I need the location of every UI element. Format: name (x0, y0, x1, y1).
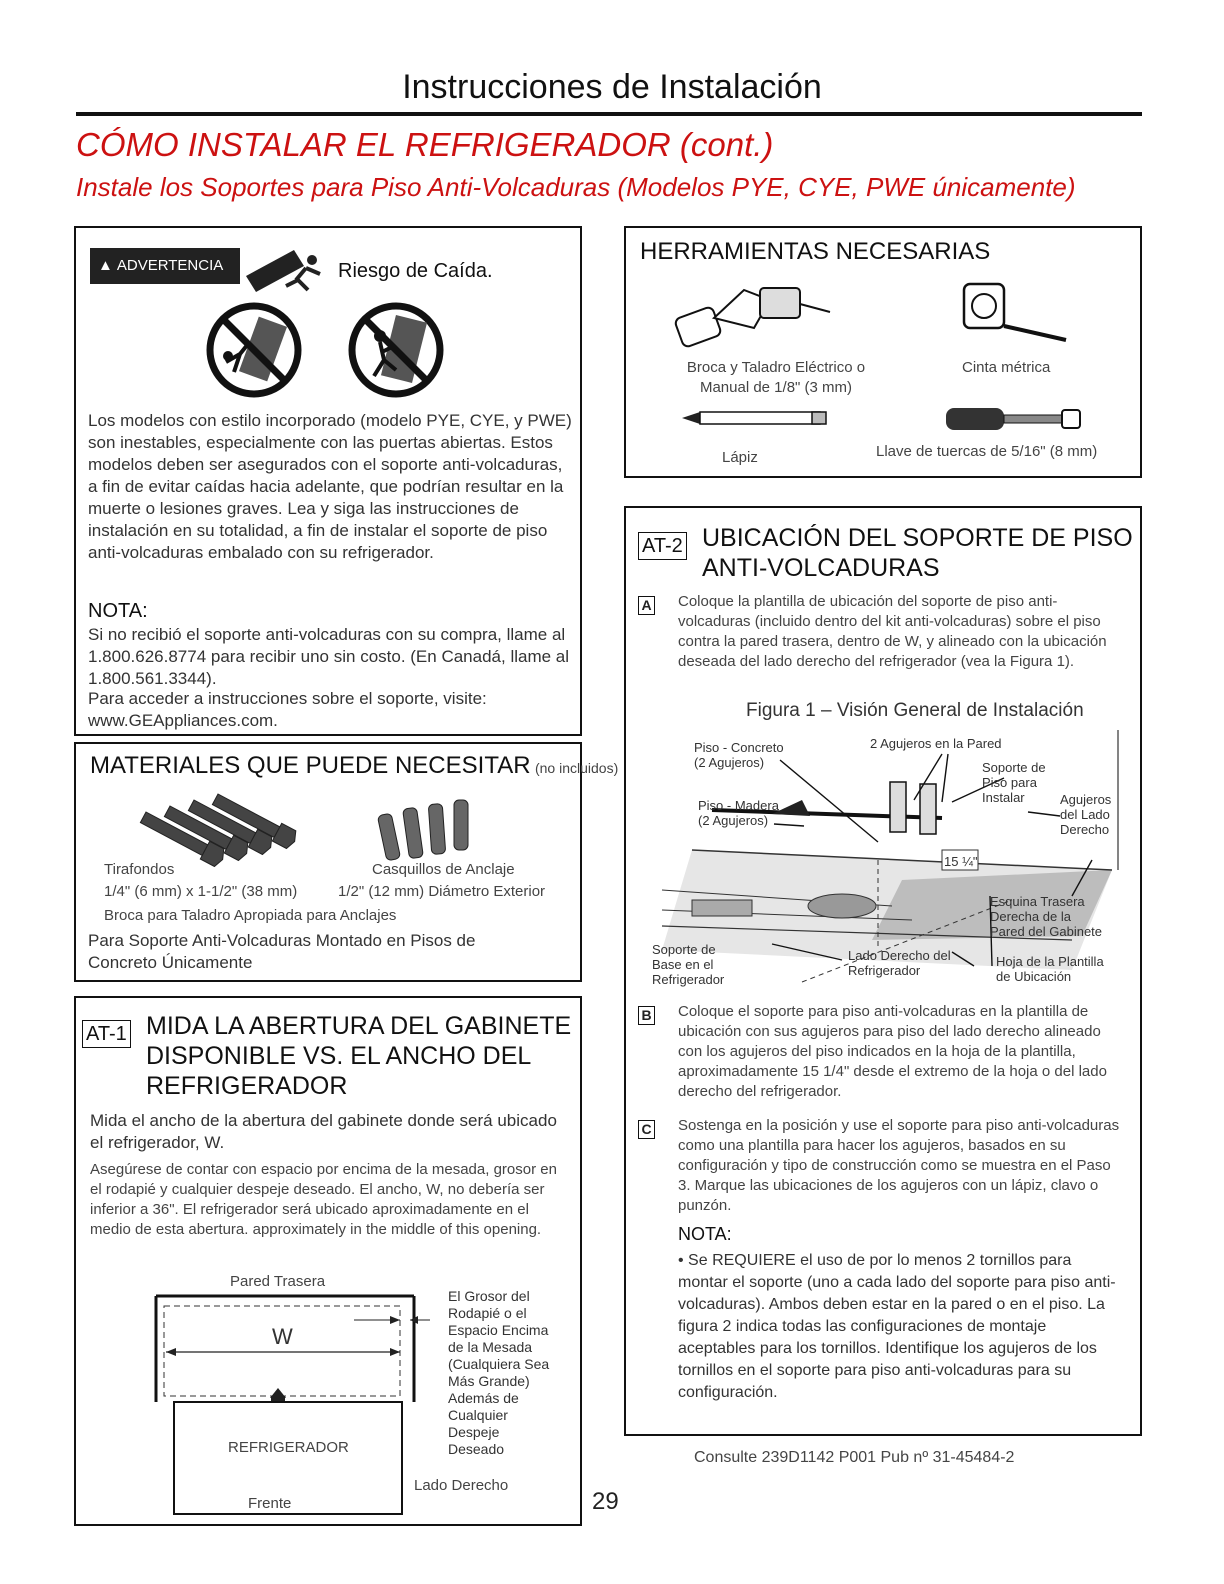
tool-tape-label: Cinta métrica (962, 359, 1051, 376)
section-title: CÓMO INSTALAR EL REFRIGERADOR (cont.) (76, 126, 774, 163)
fig-template-sheet: Hoja de la Plantilla de Ubicación (996, 954, 1104, 984)
cabinet-opening-diagram (154, 1292, 454, 1522)
material-sleeves-name: Casquillos de Anclaje (372, 861, 515, 878)
at2-box (624, 506, 1142, 1436)
reference-number: Consulte 239D1142 P001 Pub nº 31-45484-2 (694, 1449, 1015, 1466)
fig-floor-concrete: Piso - Concreto (2 Agujeros) (694, 740, 784, 770)
diagram-fridge-label: REFRIGERADOR (228, 1439, 349, 1456)
diagram-back-wall: Pared Trasera (230, 1273, 326, 1290)
at1-badge: AT-1 (82, 1020, 131, 1048)
at2-note-body: • Se REQUIERE el uso de por lo menos 2 tornillos para montar el soporte (uno a cada lado del soporte para piso anti-volcaduras). Ambos deben estar en la pared o en el piso. La figura 2 indica todas las configuraciones de montaje aceptables para los tornillos. Identifique los agujeros de los tornillos en el soporte para piso anti-volcaduras para su configuración. (678, 1252, 1116, 1401)
warning-box (74, 226, 582, 736)
fig-bracket: Soporte de Piso para Instalar (982, 760, 1046, 805)
at2-title-line1: UBICACIÓN DEL SOPORTE DE PISO (702, 524, 1133, 552)
tools-box (624, 226, 1142, 478)
tool-drill-label: Broca y Taladro Eléctrico o Manual de 1/8" (3 mm) (686, 359, 866, 396)
fig-dimension: 15 ¼" (944, 854, 978, 869)
at1-title-line3: REFRIGERADOR (146, 1072, 348, 1100)
fig-base-bracket: Soporte de Base en el Refrigerador (652, 942, 725, 987)
step-b-text: Coloque el soporte para piso anti-volcaduras en la plantilla de ubicación con sus agujeros para piso del lado derecho alineado con los agujeros del piso indicados en la hoja de la plantilla, aproximadamente 15 1/4" desde el extremo de la hoja o del lado derecho del refrigerador. (678, 1003, 1107, 1100)
materials-title: MATERIALES QUE PUEDE NECESITAR (no incluidos) (90, 752, 619, 779)
at2-note-title: NOTA: (678, 1224, 732, 1244)
material-sleeves-size: 1/2" (12 mm) Diámetro Exterior (338, 883, 546, 900)
fig-right-holes: Agujeros del Lado Derecho (1060, 792, 1112, 837)
materials-footer: Para Soporte Anti-Volcaduras Montado en Pisos de Concreto Únicamente (88, 931, 476, 972)
warning-body: Los modelos con estilo incorporado (modelo PYE, CYE, y PWE) son inestables, especialmente con las puertas abiertas. Estos modelos deben ser asegurados con el soporte anti-volcaduras, a fin de evitar caídas hacia adelante, que podrían resultar en la muerte o lesiones graves. Lea y siga las instrucciones de instalación en su totalidad, a fin de instalar el soporte de piso anti-volcaduras embalado con su refrigerador. (88, 411, 572, 562)
materials-box (74, 742, 619, 982)
material-screws-name: Tirafondos (104, 861, 175, 878)
step-a-badge: A (638, 596, 655, 615)
at2-badge: AT-2 (638, 532, 687, 560)
warning-badge: ▲ ADVERTENCIA (90, 248, 240, 284)
figure-1-caption: Figura 1 – Visión General de Instalación (746, 700, 1084, 721)
step-c-text: Sostenga en la posición y use el soporte para piso anti-volcaduras como una plantilla para hacer los agujeros, basados en su configuración y tipo de construcción como se muestra en el Paso 3. Marque las ubicaciones de los agujeros con un lápiz, clavo o punzón. (678, 1117, 1120, 1214)
fig-holes-wall: 2 Agujeros en la Pared (870, 736, 1002, 751)
tool-pencil-label: Lápiz (722, 449, 758, 466)
page-number: 29 (592, 1488, 619, 1515)
at1-title-line2: DISPONIBLE VS. EL ANCHO DEL (146, 1042, 532, 1070)
tools-title: HERRAMIENTAS NECESARIAS (640, 238, 991, 265)
at2-title-line2: ANTI-VOLCADURAS (702, 554, 940, 582)
pencil-icon (682, 408, 832, 428)
diagram-right-side-label: Lado Derecho (414, 1477, 509, 1494)
no-climbing-icon (346, 300, 446, 400)
fig-corner: Esquina Trasera Derecha de la Pared del Gabinete (990, 894, 1103, 939)
at1-paragraph-2: Asegúrese de contar con espacio por encima de la mesada, grosor en el rodapié y cualquier despeje deseado. El ancho, W, no debería ser inferior a 36". El refrigerador será ubicado aproximadamente en el medio de esta abertura. approximately in the middle of this opening. (90, 1161, 557, 1238)
step-c-badge: C (638, 1120, 655, 1139)
header-divider (76, 112, 1142, 116)
drill-icon (674, 278, 834, 350)
no-tipping-icon (204, 300, 304, 400)
step-b-badge: B (638, 1006, 655, 1025)
step-a-text: Coloque la plantilla de ubicación del soporte de piso anti-volcaduras (incluido dentro del kit anti-volcaduras) sobre el piso contra la pared trasera, dentro de W, y alineado con la ubicación deseada del lado derecho del refrigerador (vea la Figura 1). (678, 593, 1107, 670)
diagram-side-note: El Grosor del Rodapié o el Espacio Encima de la Mesada (Cualquiera Sea Más Grande) Además de Cualquier Despeje Deseado (448, 1288, 550, 1457)
falling-hazard-icon (246, 246, 331, 294)
warning-triangle-icon: ▲ (98, 257, 113, 274)
at1-box (74, 996, 582, 1526)
tape-measure-icon (960, 280, 1070, 346)
warning-note-web: Para acceder a instrucciones sobre el soporte, visite: www.GEAppliances.com. (88, 689, 487, 730)
drill-bit-note: Broca para Taladro Apropiada para Anclajes (104, 907, 397, 924)
section-subheading: Instale los Soportes para Piso Anti-Volcaduras (Modelos PYE, CYE, PWE únicamente) (76, 172, 1076, 202)
warning-note-body: Si no recibió el soporte anti-volcaduras con su compra, llame al 1.800.626.8774 para recibir uno sin costo. (En Canadá, llame al 1.800.561.3344). (88, 625, 570, 688)
fig-fridge-right: Lado Derecho del Refrigerador (848, 948, 951, 978)
tool-wrench-label: Llave de tuercas de 5/16" (8 mm) (876, 443, 1098, 460)
hazard-label: Riesgo de Caída. (338, 260, 493, 282)
page-header-title: Instrucciones de Instalación (402, 68, 822, 106)
warning-note-title: NOTA: (88, 600, 148, 622)
at1-title-line1: MIDA LA ABERTURA DEL GABINETE (146, 1012, 572, 1040)
diagram-front-label: Frente (248, 1495, 292, 1512)
material-screws-size: 1/4" (6 mm) x 1-1/2" (38 mm) (104, 883, 298, 900)
nut-driver-icon (944, 406, 1084, 432)
at1-paragraph-1: Mida el ancho de la abertura del gabinete donde será ubicado el refrigerador, W. (90, 1111, 557, 1152)
fig-floor-wood: Piso - Madera (2 Agujeros) (698, 798, 779, 828)
diagram-w-label: W (272, 1324, 293, 1349)
